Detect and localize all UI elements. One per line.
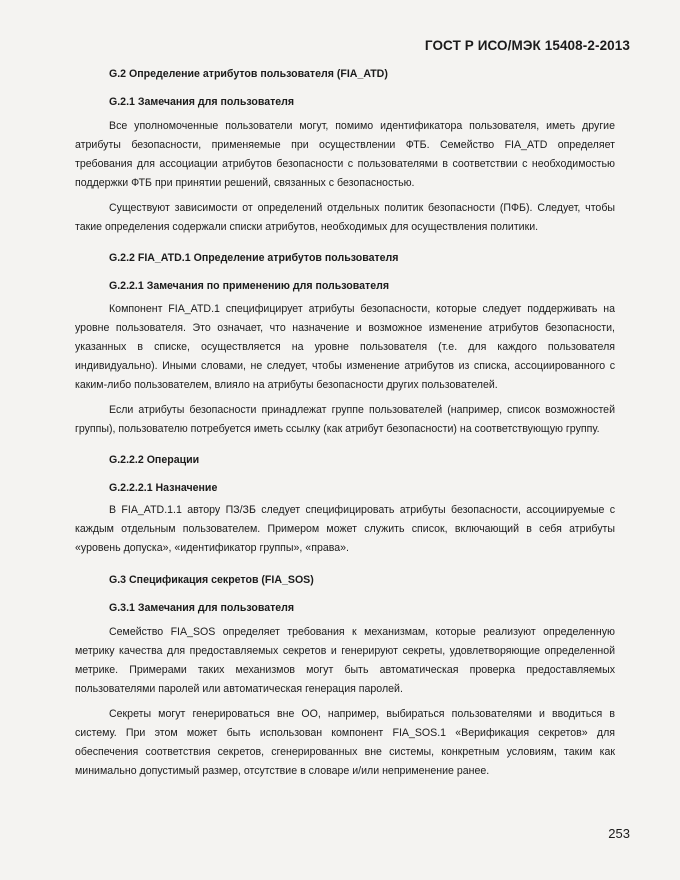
page-number: 253 [608, 826, 630, 841]
section-heading: G.3 Спецификация секретов (FIA_SOS) [109, 573, 314, 586]
subsection-heading: G.2.2 FIA_ATD.1 Определение атрибутов пользователя [109, 251, 399, 264]
paragraph: Если атрибуты безопасности принадлежат группе пользователей (например, список возможностей группы), пользователю потребуется иметь ссылку (как атрибут безопасности) на соответствующую группу. [75, 404, 615, 436]
subsection-heading: G.2.2.1 Замечания по применению для пользователя [109, 279, 390, 292]
paragraph: Компонент FIA_ATD.1 специфицирует атрибуты безопасности, которые следует поддерживать на уровне пользователя. Это означает, что назначение и возможное изменение атрибутов безопасности, указанных в списке, осуществляется на уровне пользователя (т.е. для каждого пользователя индивидуально). Иными словами, не следует, чтобы изменение атрибутов из списка, ассоциированного с каким-либо пользователем, влияло на атрибуты безопасности других пользователей. [75, 302, 615, 391]
section-heading: G.2 Определение атрибутов пользователя (FIA_ATD) [109, 68, 388, 80]
paragraph: Семейство FIA_SOS определяет требования к механизмам, которые реализуют определенную метрику качества для предоставляемых секретов и генерируют секреты, удовлетворяющие определенной метрике. Примерами таких механизмов могут быть автоматическая проверка предоставляемых пользователями паролей или автоматическая генерация паролей. [75, 625, 615, 695]
subsection-heading: G.2.1 Замечания для пользователя [109, 96, 295, 108]
subsection-heading: G.3.1 Замечания для пользователя [109, 601, 295, 614]
paragraph: Все уполномоченные пользователи могут, помимо идентификатора пользователя, иметь другие атрибуты безопасности, применяемые при осуществлении ФТБ. Семейство FIA_ATD определяет требования для ассоциации атрибутов безопасности с пользователями в соответствии с необходимостью поддержки ФТБ при принятии решений, связанных с безопасностью. [75, 120, 615, 190]
subsection-heading: G.2.2.2 Операции [109, 454, 200, 467]
paragraph: Секреты могут генерироваться вне ОО, например, выбираться пользователями и вводиться в систему. При этом может быть использован компонент FIA_SOS.1 «Верификация секретов» для обеспечения соответствия секретов, сгенерированных вне системы, конкретным условиям, таким как минимально допустимый размер, отсутствие в словаре и/или неприменение ранее. [75, 707, 615, 778]
subsection-heading: G.2.2.2.1 Назначение [109, 482, 218, 495]
paragraph: В FIA_ATD.1.1 автору ПЗ/ЗБ следует специфицировать атрибуты безопасности, ассоциируемые с каждым отдельным пользователем. Примером может служить список, включающий в себя атрибуты «уровень допуска», «идентификатор группы», «права». [75, 504, 615, 555]
paragraph: Существуют зависимости от определений отдельных политик безопасности (ПФБ). Следует, чтобы такие определения содержали списки атрибутов, необходимых для осуществления политики. [75, 202, 615, 234]
document-header: ГОСТ Р ИСО/МЭК 15408-2-2013 [424, 38, 630, 53]
page-content [75, 66, 615, 781]
